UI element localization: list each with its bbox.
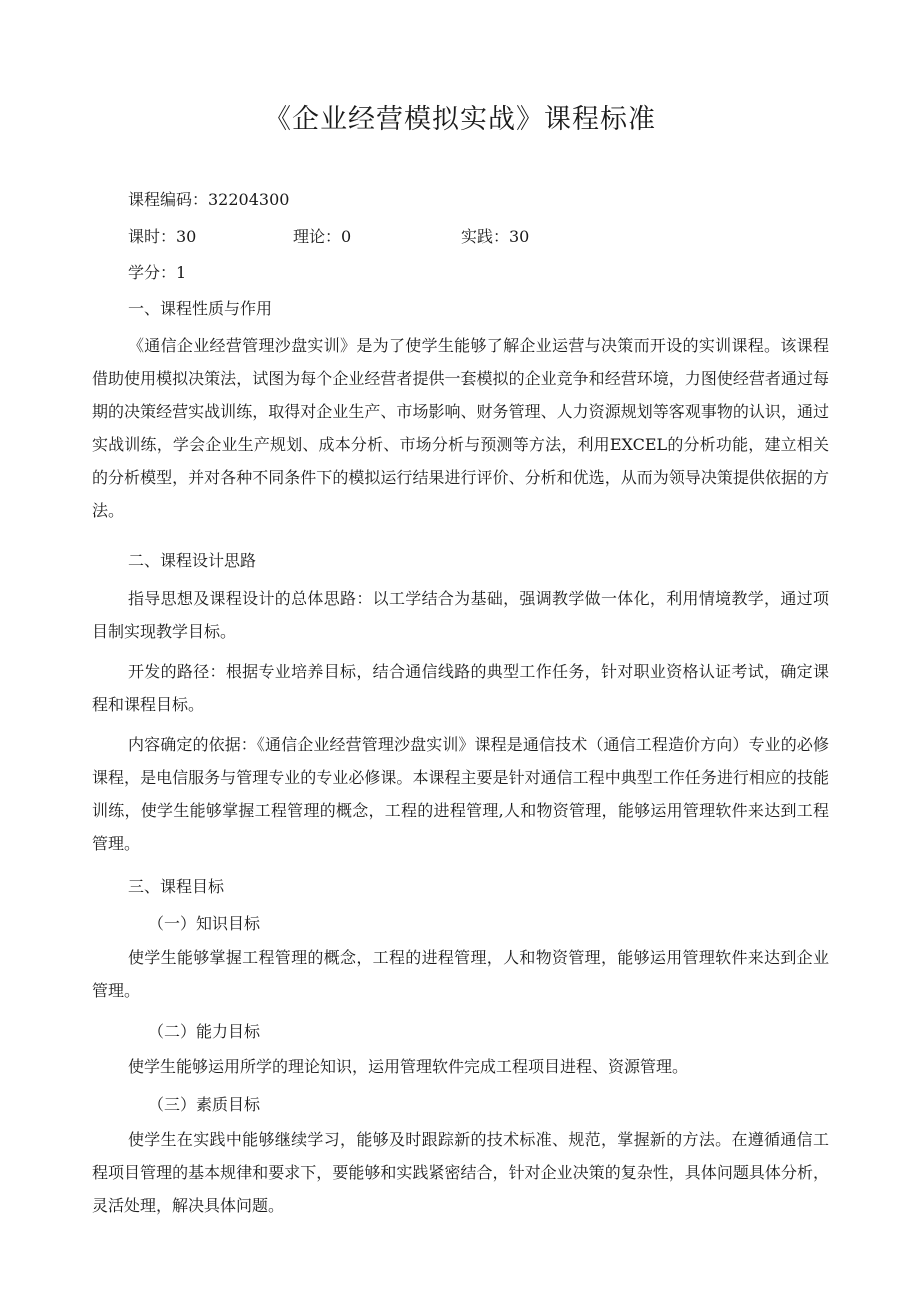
paragraph-quality: 使学生在实践中能够继续学习，能够及时跟踪新的技术标准、规范，掌握新的方法。在遵循通信工程项目管理的基本规律和要求下，要能够和实践紧密结合，针对企业决策的复杂性，具体问题具体分析，灵活处理，解决具体问题。 [92,1130,829,1215]
section-paragraph-nature: 《通信企业经营管理沙盘实训》是为了使学生能够了解企业运营与决策而开设的实训课程。该课程借助使用模拟决策法，试图为每个企业经营者提供一套模拟的企业竞争和经营环境，力图使经营者通过每期的决策经营实战训练，取得对企业生产、市场影响、财务管理、人力资源规划等客观事物的认识，通过实战训练，学会企业生产规划、成本分析、市场分析与预测等方法，利用EXCEL的分析功能，建立相关的分析模型，并对各种不同条件下的模拟运行结果进行评价、分析和优选，从而为领导决策提供依据的方法。 [92,336,829,520]
section-heading-goals: 三、课程目标 [128,877,225,896]
paragraph-knowledge: 使学生能够掌握工程管理的概念，工程的进程管理，人和物资管理，能够运用管理软件来达到企业管理。 [92,948,829,1000]
course-hours: 课时：30 [128,227,197,246]
subheading-ability: （二）能力目标 [148,1022,261,1041]
document-title: 《企业经营模拟实战》课程标准 [264,104,656,135]
course-credits: 学分：1 [128,263,187,282]
section-paragraph-design-2: 开发的路径：根据专业培养目标，结合通信线路的典型工作任务，针对职业资格认证考试，确定课程和课程目标。 [92,662,829,714]
practice-hours: 实践：30 [461,227,530,246]
section-paragraph-design-3: 内容确定的依据：《通信企业经营管理沙盘实训》课程是通信技术（通信工程造价方向）专业的必修课程，是电信服务与管理专业的专业必修课。本课程主要是针对通信工程中典型工作任务进行相应的技能训练，使学生能够掌握工程管理的概念，工程的进程管理,人和物资管理，能够运用管理软件来达到工程管理。 [92,735,829,853]
subheading-quality: （三）素质目标 [148,1095,261,1114]
section-paragraph-design-1: 指导思想及课程设计的总体思路：以工学结合为基础，强调教学做一体化，利用情境教学，通过项目制实现教学目标。 [92,589,829,641]
subheading-knowledge: （一）知识目标 [148,914,261,933]
theory-hours: 理论：0 [293,227,352,246]
course-code: 课程编码：32204300 [128,190,290,209]
section-heading-nature: 一、课程性质与作用 [128,299,273,318]
paragraph-ability: 使学生能够运用所学的理论知识，运用管理软件完成工程项目进程、资源管理。 [128,1057,689,1076]
section-heading-design: 二、课程设计思路 [128,551,257,570]
